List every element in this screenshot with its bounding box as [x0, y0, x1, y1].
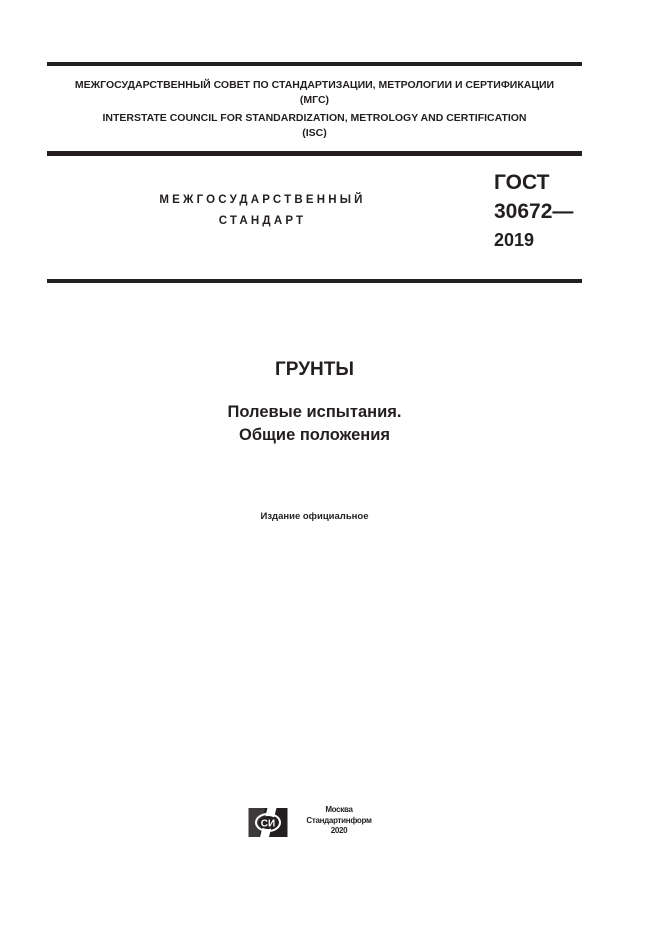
council-abbr-en: (ISC): [302, 127, 327, 139]
council-name-en: [47, 111, 582, 141]
standard-number: 30672—: [494, 200, 574, 223]
document-subtitle-line2: Общие положения: [238, 426, 390, 444]
imprint-year: 2020: [330, 826, 348, 835]
document-title: ГРУНТЫ: [275, 359, 354, 380]
document-subtitle: [0, 401, 629, 447]
logo-lettering: СИ: [260, 818, 276, 830]
top-divider: [47, 62, 582, 66]
edition-label: Издание официальное: [260, 511, 369, 522]
council-name-ru: [47, 78, 582, 108]
standard-designation: [494, 168, 573, 255]
standard-kind: [140, 190, 385, 232]
header-divider: [47, 151, 582, 156]
standartinform-logo-icon: [248, 805, 288, 838]
council-name-ru-text: МЕЖГОСУДАРСТВЕННЫЙ СОВЕТ ПО СТАНДАРТИЗАЦИИ, МЕТРОЛОГИИ И СЕРТИФИКАЦИИ: [74, 79, 555, 91]
council-abbr-ru: (МГС): [299, 94, 330, 106]
imprint-city: Москва: [325, 805, 353, 814]
standard-year: 2019: [494, 230, 535, 250]
standard-kind-line1: МЕЖГОСУДАРСТВЕННЫЙ: [159, 194, 366, 206]
council-name-en-text: INTERSTATE COUNCIL FOR STANDARDIZATION, METROLOGY AND CERTIFICATION: [102, 112, 527, 124]
imprint-publisher: Стандартинформ: [306, 815, 372, 825]
standard-prefix: ГОСТ: [494, 171, 550, 194]
designation-divider: [47, 279, 582, 283]
standard-kind-line2: СТАНДАРТ: [218, 215, 307, 227]
publisher-imprint: [296, 805, 382, 837]
document-subtitle-line1: Полевые испытания.: [227, 403, 402, 421]
